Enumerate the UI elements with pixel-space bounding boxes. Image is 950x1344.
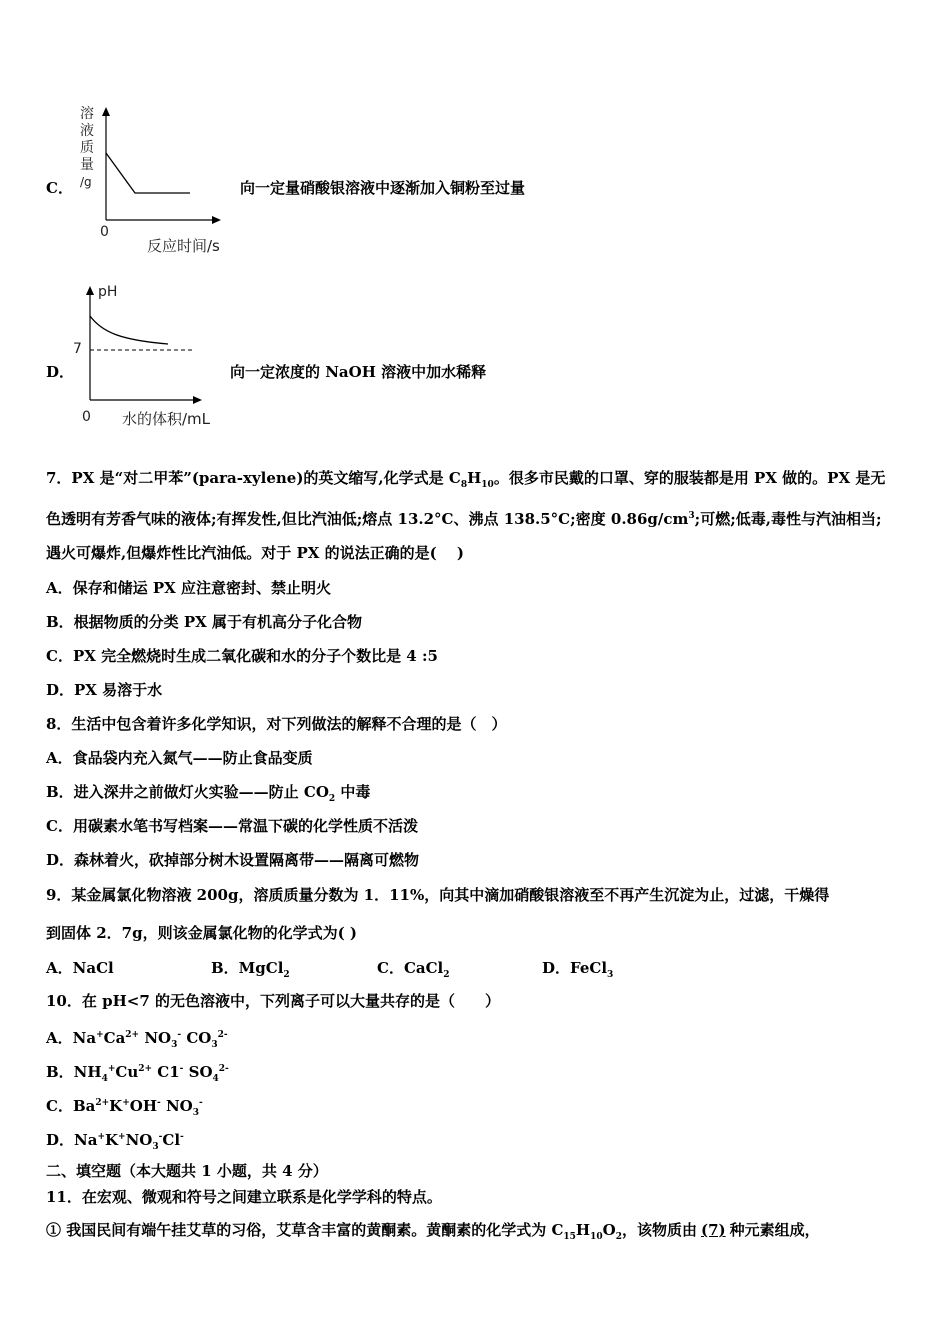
q10-a-s3: - [177, 1030, 182, 1040]
section-2-heading: 二、填空题（本大题共 1 小题，共 4 分） [46, 1162, 328, 1180]
q10-c-p4: NO [160, 1097, 193, 1115]
q10-c-s4: - [199, 1098, 203, 1108]
q10-a-s1: + [96, 1030, 104, 1040]
q10-a-s4: 2- [217, 1030, 228, 1040]
q8-option-c: C．用碳素水笔书写档案——常温下碳的化学性质不活泼 [46, 817, 418, 835]
q7-line-2-sup: 3 [688, 511, 695, 521]
graph-c-y-label-4: 量 [80, 157, 94, 173]
q10-option-a [46, 1025, 228, 1055]
q9-option-d-sub: 3 [607, 970, 614, 980]
q10-a-p4: CO [181, 1029, 212, 1047]
graph-d-x-arrow [193, 396, 202, 404]
q10-a-b4: 3 [211, 1040, 218, 1050]
q7-line-1-a: 7．PX 是“对二甲苯”(para-xylene)的英文缩写,化学式是 C [46, 469, 461, 487]
graph-d-y-arrow [86, 286, 94, 295]
q10-option-d [46, 1127, 184, 1157]
graph-d-curve [90, 316, 168, 344]
q10-d-b3: 3 [152, 1142, 159, 1152]
q11-p1-c: O [602, 1221, 616, 1239]
q10-c-p1: C．Ba [46, 1097, 96, 1115]
q10-c-p2: K [109, 1097, 123, 1115]
q7-line-1 [46, 468, 885, 495]
q11-answer-blank: (7) [701, 1221, 726, 1239]
q10-b-p2: Cu [115, 1063, 139, 1081]
graph-c-y-label-2: 液 [80, 123, 94, 139]
q9-option-c-sub: 2 [443, 970, 450, 980]
q11-part-1 [46, 1220, 820, 1247]
q7-option-c: C．PX 完全燃烧时生成二氧化碳和水的分子个数比是 4 :5 [46, 647, 438, 665]
q10-d-p4: Cl [162, 1131, 181, 1149]
graph-c-y-label [80, 106, 94, 191]
q8-option-b-sub: 2 [328, 794, 336, 804]
graph-c-y-label-5: /g [80, 175, 92, 189]
q10-a-p3: NO [139, 1029, 172, 1047]
graph-c-y-label-1: 溶 [80, 106, 94, 122]
q9-option-d [542, 957, 613, 980]
q7-option-d: D．PX 易溶于水 [46, 681, 163, 699]
q11-p1-d: ，该物质由 [621, 1221, 697, 1239]
q7-line-1-sub-2: 10 [481, 480, 494, 490]
q9-option-d-a: D．FeCl [542, 959, 608, 977]
graph-c-x-label: 反应时间/s [147, 237, 220, 255]
q10-d-p1: D．Na [46, 1131, 98, 1149]
q10-a-b3: 3 [171, 1040, 178, 1050]
graph-c-y-arrow [102, 107, 110, 116]
q10-d-p3: NO [125, 1131, 153, 1149]
q9-option-a: A．NaCl [46, 959, 114, 977]
q10-b-p4: SO [183, 1063, 213, 1081]
q7-option-a: A．保存和储运 PX 应注意密封、禁止明火 [46, 579, 332, 597]
q10-b-p1: B．NH [46, 1063, 102, 1081]
q11-p1-a: ① 我国民间有端午挂艾草的习俗，艾草含丰富的黄酮素。黄酮素的化学式为 C [46, 1221, 564, 1239]
graph-c-origin: 0 [100, 224, 109, 240]
q10-a-s2: 2+ [125, 1030, 140, 1040]
q9-option-c [377, 957, 450, 980]
q8-stem: 8．生活中包含着许多化学知识，对下列做法的解释不合理的是（ ） [46, 715, 507, 733]
q9-line-2: 到固体 2．7g，则该金属氯化物的化学式为( ) [46, 924, 358, 942]
q10-c-p3: OH [129, 1097, 157, 1115]
graph-d-y-label: pH [98, 284, 118, 300]
graph-d-x-label: 水的体积/mL [122, 410, 211, 428]
q11-p1-s1: 15 [563, 1232, 576, 1242]
graph-d-origin: 0 [82, 409, 91, 425]
q7-line-2-b: ;可燃;低毒,毒性与汽油相当; [694, 510, 882, 528]
q7-option-b: B．根据物质的分类 PX 属于有机高分子化合物 [46, 613, 363, 631]
q10-stem: 10．在 pH<7 的无色溶液中，下列离子可以大量共存的是（ ） [46, 992, 500, 1010]
q8-option-a: A．食品袋内充入氮气——防止食品变质 [46, 749, 313, 767]
q10-c-s3: - [157, 1098, 161, 1108]
q8-option-b-a: B．进入深井之前做灯火实验——防止 CO [46, 783, 329, 801]
q9-option-b [211, 957, 290, 980]
q11-p1-b: H [575, 1221, 591, 1239]
q10-a-p1: A．Na [46, 1029, 97, 1047]
graph-d-label: D． [46, 363, 75, 381]
q9-option-c-a: C．CaCl [377, 959, 444, 977]
q7-line-2 [46, 506, 882, 529]
q10-d-s2: + [118, 1132, 126, 1142]
q10-d-s3: - [158, 1132, 163, 1142]
q7-line-1-sub-1: 8 [460, 480, 468, 490]
graph-c-label: C． [46, 179, 73, 197]
q11-p1-s2: 10 [590, 1232, 603, 1242]
q8-option-b-b: 中毒 [335, 783, 371, 801]
q7-line-1-b: H [467, 469, 482, 487]
graph-d-seven: 7 [73, 341, 82, 357]
q10-d-s4: - [180, 1132, 184, 1142]
q11-p1-s3: 2 [615, 1232, 622, 1242]
q10-b-b4: 4 [212, 1074, 219, 1084]
graph-d-caption: 向一定浓度的 NaOH 溶液中加水稀释 [230, 363, 487, 381]
q9-option-b-sub: 2 [283, 970, 290, 980]
graph-c-plot [95, 105, 230, 230]
q8-option-b [46, 782, 370, 809]
q10-b-s1: + [107, 1064, 116, 1074]
q10-c-s2: + [122, 1098, 130, 1108]
q10-option-c [46, 1093, 203, 1123]
q10-b-s4: 2- [218, 1064, 229, 1074]
q11-p1-e: 种元素组成， [729, 1221, 820, 1239]
graph-c-x-arrow [212, 216, 221, 224]
q10-c-s1: 2+ [95, 1098, 110, 1108]
q8-option-d: D．森林着火，砍掉部分树木设置隔离带——隔离可燃物 [46, 851, 420, 869]
graph-c-y-label-3: 质 [80, 140, 94, 156]
q10-a-p2: Ca [103, 1029, 126, 1047]
q7-line-2-a: 色透明有芳香气味的液体;有挥发性,但比汽油低;熔点 13.2°C、沸点 138.5°C;密度 0.86g/cm [46, 510, 689, 528]
q11-stem: 11．在宏观、微观和符号之间建立联系是化学学科的特点。 [46, 1188, 442, 1206]
q9-line-1: 9．某金属氯化物溶液 200g，溶质质量分数为 1．11%，向其中滴加硝酸银溶液至不再产生沉淀为止，过滤，干燥得 [46, 886, 830, 904]
q10-b-s3: - [179, 1064, 184, 1074]
q10-option-b [46, 1059, 229, 1089]
q10-d-p2: K [105, 1131, 119, 1149]
q9-option-b-a: B．MgCl [211, 959, 284, 977]
q10-b-p3: C1 [152, 1063, 180, 1081]
q7-line-3: 遇火可爆炸,但爆炸性比汽油低。对于 PX 的说法正确的是( ) [46, 544, 465, 562]
graph-c-curve [106, 153, 190, 193]
q10-d-s1: + [97, 1132, 105, 1142]
q10-c-b4: 3 [192, 1108, 200, 1118]
q10-b-s2: 2+ [138, 1064, 153, 1074]
graph-d-plot [80, 282, 210, 407]
graph-c-caption: 向一定量硝酸银溶液中逐渐加入铜粉至过量 [240, 179, 526, 197]
q10-b-b1: 4 [101, 1074, 108, 1084]
q7-line-1-c: 。很多市民戴的口罩、穿的服装都是用 PX 做的。PX 是无 [493, 469, 886, 487]
